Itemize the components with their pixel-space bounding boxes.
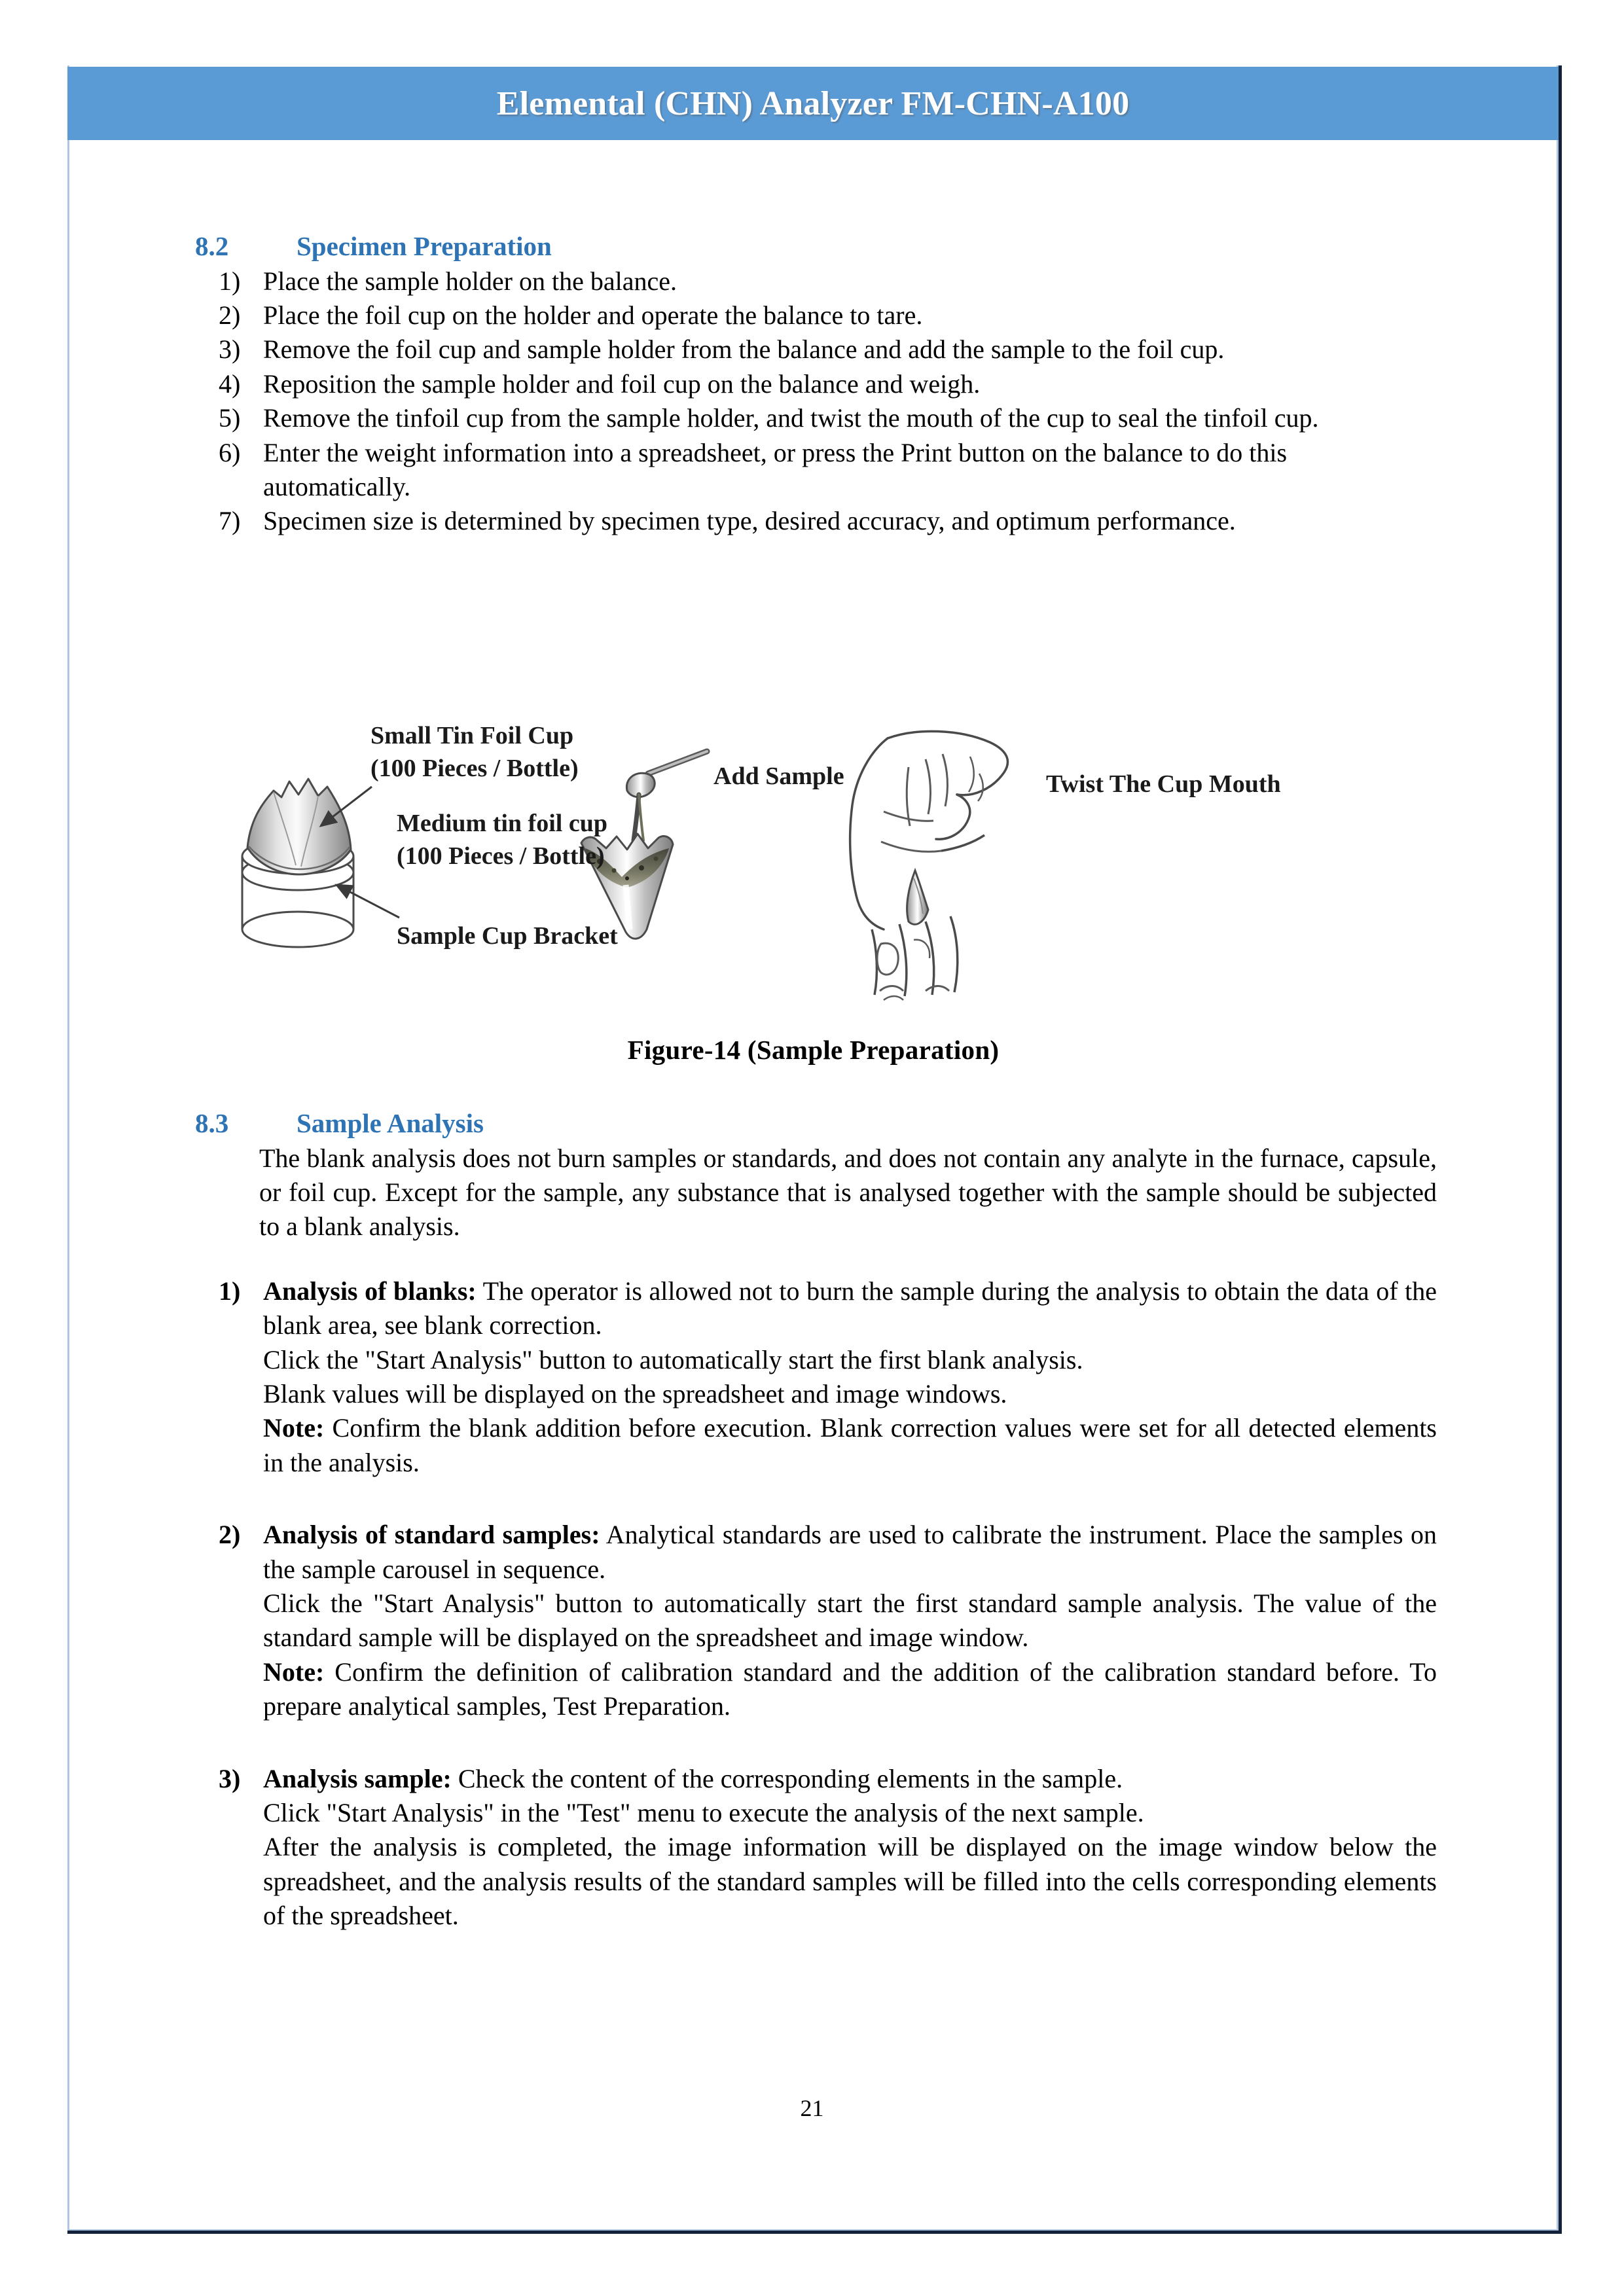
- list-item-note: [263, 1411, 1437, 1480]
- list-item-text: Place the sample holder on the balance.: [263, 266, 677, 296]
- sample-analysis-list: [190, 1762, 1437, 1933]
- list-item: [219, 264, 1437, 298]
- document-header-band: [67, 67, 1559, 140]
- list-item-line: Click "Start Analysis" in the "Test" menu to execute the analysis of the next sample.: [263, 1797, 1144, 1827]
- list-item-lead-paragraph: [263, 1762, 1437, 1796]
- document-body: [190, 229, 1437, 539]
- lead-label: Analysis of blanks:: [263, 1276, 477, 1306]
- list-marker: 6): [219, 437, 241, 467]
- list-item-note: [263, 1655, 1437, 1724]
- figure-label-small-cup-line1: Small Tin Foil Cup: [370, 722, 574, 749]
- figure-14-block: [190, 713, 1437, 1066]
- list-marker: 1): [219, 266, 241, 296]
- section-heading-8-2: [195, 229, 1437, 264]
- list-item-body: [263, 1274, 1437, 1480]
- list-item-lead-paragraph: [263, 1518, 1437, 1587]
- section-number: 8.3: [195, 1108, 229, 1138]
- lead-label: Analysis of standard samples:: [263, 1520, 600, 1550]
- note-text: Confirm the blank addition before execution. Blank correction values were set for all detected elements in the analysis.: [263, 1413, 1437, 1477]
- list-marker: 3): [219, 334, 241, 365]
- list-item: [219, 367, 1437, 401]
- list-item: [219, 401, 1437, 435]
- page-shadow-right: [1559, 65, 1562, 2234]
- list-marker: 4): [219, 368, 241, 399]
- list-item-body: [263, 1518, 1437, 1723]
- list-item: [219, 504, 1437, 538]
- list-item-text: Remove the foil cup and sample holder from the balance and add the sample to the foil cup.: [263, 334, 1225, 365]
- list-item-line: Click the "Start Analysis" button to automatically start the first standard sample analysis. The value of the standard sample will be displayed on the spreadsheet and image window.: [263, 1588, 1437, 1653]
- spacer: [190, 1724, 1437, 1762]
- list-item: [219, 298, 1437, 332]
- list-item-text: Specimen size is determined by specimen type, desired accuracy, and optimum performance.: [263, 506, 1236, 536]
- list-item: [219, 1518, 1437, 1723]
- list-item-text: Remove the tinfoil cup from the sample holder, and twist the mouth of the cup to seal the tinfoil cup.: [263, 403, 1319, 433]
- section-title: Specimen Preparation: [297, 231, 552, 261]
- list-marker: 3): [219, 1763, 241, 1793]
- list-marker: 2): [219, 300, 241, 331]
- list-item-body: [263, 1762, 1437, 1933]
- list-marker: 5): [219, 403, 241, 433]
- list-item-text: Reposition the sample holder and foil cup on the balance and weigh.: [263, 368, 981, 399]
- list-item: [219, 1274, 1437, 1480]
- note-text: Confirm the definition of calibration standard and the addition of the calibration standard before. To prepare analytical samples, Test Preparation.: [263, 1657, 1437, 1721]
- lead-label: Analysis sample:: [263, 1763, 452, 1793]
- document-title: Elemental (CHN) Analyzer FM-CHN-A100: [496, 84, 1130, 122]
- list-item-line: Click the "Start Analysis" button to automatically start the first blank analysis.: [263, 1344, 1083, 1374]
- note-label: Note:: [263, 1657, 325, 1687]
- specimen-preparation-list: [190, 264, 1437, 539]
- list-marker: 7): [219, 506, 241, 536]
- figure-14-artwork: [190, 713, 1437, 1028]
- lead-rest: The operator is allowed not to burn the sample during the analysis to obtain the data of the blank area, see blank correction.: [263, 1276, 1437, 1340]
- list-item: [219, 436, 1437, 505]
- section-8-3-intro: The blank analysis does not burn samples or standards, and does not contain any analyte in the furnace, capsule, or foil cup. Except for the sample, any substance that is analysed together with the sample should be subjected to a blank analysis.: [259, 1143, 1437, 1242]
- list-item: [219, 1762, 1437, 1933]
- note-label: Note:: [263, 1413, 325, 1443]
- section-8-3-block: [190, 1106, 1437, 1933]
- page-shadow-bottom: [67, 2231, 1562, 2234]
- list-item-text: Place the foil cup on the holder and operate the balance to tare.: [263, 300, 923, 331]
- list-item: [219, 332, 1437, 367]
- section-title: Sample Analysis: [297, 1108, 484, 1138]
- figure-label-small-cup-line2: (100 Pieces / Bottle): [370, 755, 579, 782]
- figure-label-add-sample: Add Sample: [713, 762, 844, 790]
- figure-label-medium-cup-line1: Medium tin foil cup: [397, 810, 607, 837]
- list-item-line: After the analysis is completed, the image information will be displayed on the image window below the spreadsheet, and the analysis results of the standard samples will be filled into the cells corresponding elements of the spreadsheet.: [263, 1832, 1437, 1931]
- list-marker: 2): [219, 1520, 241, 1550]
- lead-rest: Analytical standards are used to calibrate the instrument. Place the samples on the sample carousel in sequence.: [263, 1520, 1437, 1584]
- page-number: 21: [800, 2095, 824, 2121]
- spacer: [190, 1244, 1437, 1274]
- list-marker: 1): [219, 1276, 241, 1306]
- section-number: 8.2: [195, 231, 229, 261]
- figure-label-sample-cup-bracket: Sample Cup Bracket: [397, 922, 618, 950]
- list-item-line: Blank values will be displayed on the spreadsheet and image windows.: [263, 1379, 1007, 1409]
- spacer: [190, 1480, 1437, 1518]
- figure-label-twist-cup-mouth: Twist The Cup Mouth: [1046, 770, 1281, 798]
- list-item-lead-paragraph: [263, 1274, 1437, 1343]
- figure-14-caption: Figure-14 (Sample Preparation): [627, 1035, 1000, 1065]
- list-item-text: Enter the weight information into a spreadsheet, or press the Print button on the balance to do this automatically.: [263, 437, 1288, 502]
- lead-rest: Check the content of the corresponding elements in the sample.: [451, 1763, 1123, 1793]
- section-heading-8-3: [195, 1106, 1437, 1141]
- sample-analysis-list: [190, 1274, 1437, 1480]
- sample-analysis-list: [190, 1518, 1437, 1723]
- figure-label-medium-cup-line2: (100 Pieces / Bottle): [397, 842, 605, 870]
